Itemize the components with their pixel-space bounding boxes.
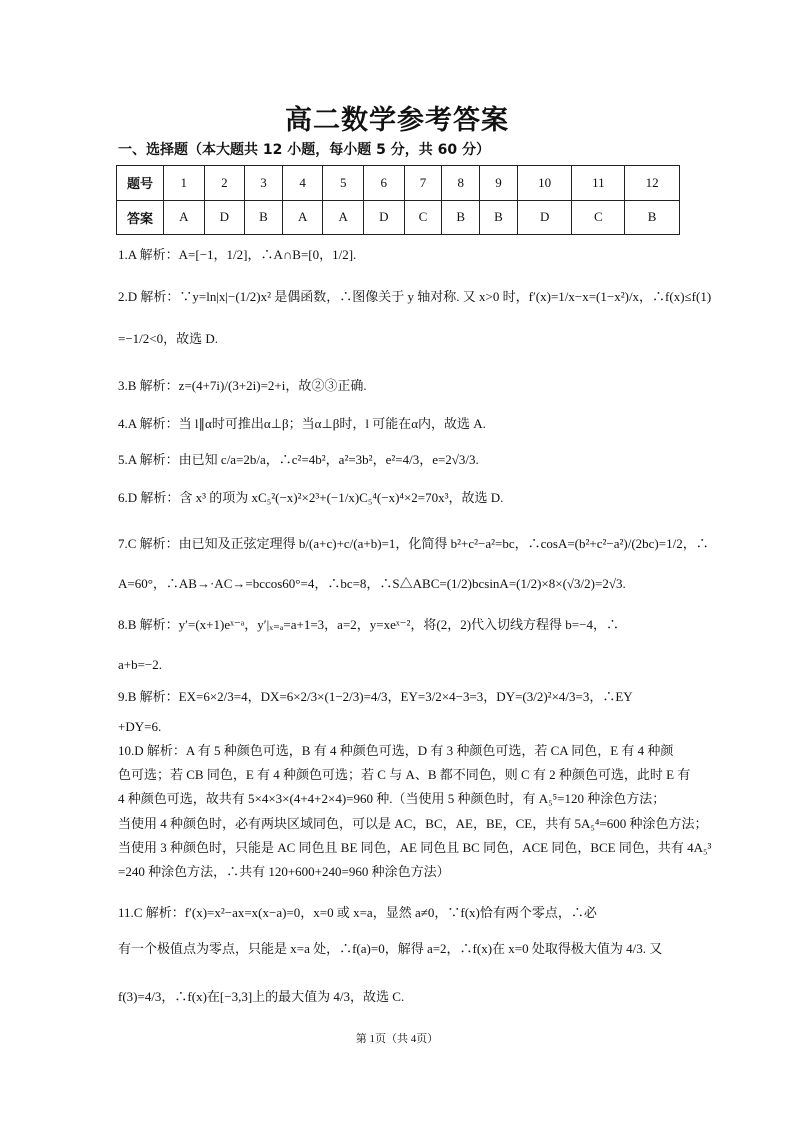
solution-line: 9.B 解析：EX=6×2/3=4，DX=6×2/3×(1−2/3)=4/3，EY=3/2×4−3=3，DY=(3/2)²×4/3=3，∴EY: [118, 689, 633, 704]
answer-table: [116, 165, 680, 235]
solution-line: 6.D 解析：含 x³ 的项为 xC₅²(−x)²×2³+(−1/x)C₅⁴(−x)⁴×2=70x³，故选 D.: [118, 490, 504, 505]
solution-line: =240 种涂色方法，∴共有 120+600+240=960 种涂色方法）: [118, 864, 450, 879]
page-footer: 第 1页（共 4页）: [355, 1033, 439, 1045]
solution-line: 5.A 解析：由已知 c/a=2b/a，∴c²=4b²，a²=3b²，e²=4/3，e=2√3/3.: [118, 452, 479, 467]
page-title: 高二数学参考答案: [285, 105, 509, 136]
solution-line: 有一个极值点为零点，只能是 x=a 处，∴f(a)=0，解得 a=2，∴f(x)在 x=0 处取得极大值为 4/3. 又: [118, 941, 663, 956]
table-row: [117, 166, 680, 201]
table-cell: 2: [204, 166, 245, 201]
solution-line: f(3)=4/3，∴f(x)在[−3,3]上的最大值为 4/3，故选 C.: [118, 989, 405, 1004]
table-header-answer: 答案: [117, 200, 164, 235]
table-cell: C: [404, 200, 442, 235]
table-cell: 7: [404, 166, 442, 201]
table-cell: 11: [572, 166, 625, 201]
table-cell: 1: [164, 166, 205, 201]
solution-line: 2.D 解析：∵y=ln|x|−(1/2)x² 是偶函数，∴图像关于 y 轴对称. 又 x>0 时，f′(x)=1/x−x=(1−x²)/x，∴f(x)≤f(1): [118, 289, 712, 304]
solution-line: 4 种颜色可选，故共有 5×4×3×(4+4+2×4)=960 种.（当使用 5 种颜色时，有 A₅⁵=120 种涂色方法；: [118, 791, 666, 806]
table-cell: 3: [245, 166, 283, 201]
table-cell: 9: [480, 166, 518, 201]
table-cell: D: [364, 200, 405, 235]
solution-line: 11.C 解析：f′(x)=x²−ax=x(x−a)=0，x=0 或 x=a，显然 a≠0，∵f(x)恰有两个零点，∴必: [118, 905, 597, 920]
table-row: [117, 200, 680, 235]
table-cell: A: [282, 200, 323, 235]
solution-line: 8.B 解析：y′=(x+1)eˣ⁻ᵃ，y′|ₓ₌ₐ=a+1=3，a=2，y=xeˣ⁻²，将(2，2)代入切线方程得 b=−4，∴: [118, 617, 619, 632]
table-header-number: 题号: [117, 166, 164, 201]
solution-line: 3.B 解析：z=(4+7i)/(3+2i)=2+i，故②③正确.: [118, 378, 367, 393]
table-cell: 6: [364, 166, 405, 201]
table-cell: 5: [323, 166, 364, 201]
solution-line: =−1/2<0，故选 D.: [118, 331, 218, 346]
table-cell: B: [245, 200, 283, 235]
solution-line: 当使用 4 种颜色时，必有两块区域同色，可以是 AC，BC，AE，BE，CE，共有 5A₅⁴=600 种涂色方法；: [118, 816, 708, 831]
table-cell: D: [517, 200, 572, 235]
table-cell: C: [572, 200, 625, 235]
table-cell: D: [204, 200, 245, 235]
solution-line: 色可选；若 CB 同色，E 有 4 种颜色可选；若 C 与 A、B 都不同色，则 C 有 2 种颜色可选，此时 E 有: [118, 767, 691, 782]
solution-line: 当使用 3 种颜色时，只能是 AC 同色且 BE 同色，AE 同色且 BC 同色，ACE 同色，BCE 同色，共有 4A₅³: [118, 840, 712, 855]
solution-line: 4.A 解析：当 l∥α时可推出α⊥β；当α⊥β时，l 可能在α内，故选 A.: [118, 416, 486, 431]
solution-line: 10.D 解析：A 有 5 种颜色可选，B 有 4 种颜色可选，D 有 3 种颜色可选，若 CA 同色，E 有 4 种颜: [118, 743, 674, 758]
solution-line: +DY=6.: [118, 719, 162, 734]
table-cell: 4: [282, 166, 323, 201]
table-cell: 10: [517, 166, 572, 201]
table-cell: B: [625, 200, 680, 235]
table-cell: A: [323, 200, 364, 235]
solution-line: 7.C 解析：由已知及正弦定理得 b/(a+c)+c/(a+b)=1，化简得 b²+c²−a²=bc，∴cosA=(b²+c²−a²)/(2bc)=1/2，∴: [118, 536, 709, 551]
solution-line: 1.A 解析：A=[−1，1/2]，∴A∩B=[0，1/2].: [118, 247, 357, 262]
solution-line: A=60°，∴AB→·AC→=bccos60°=4，∴bc=8，∴S△ABC=(1/2)bcsinA=(1/2)×8×(√3/2)=2√3.: [118, 576, 626, 591]
table-cell: 8: [442, 166, 480, 201]
solution-line: a+b=−2.: [118, 657, 163, 672]
table-cell: 12: [625, 166, 680, 201]
table-cell: B: [480, 200, 518, 235]
section-heading: 一、选择题（本大题共 12 小题，每小题 5 分，共 60 分）: [118, 142, 490, 158]
table-cell: A: [164, 200, 205, 235]
table-cell: B: [442, 200, 480, 235]
